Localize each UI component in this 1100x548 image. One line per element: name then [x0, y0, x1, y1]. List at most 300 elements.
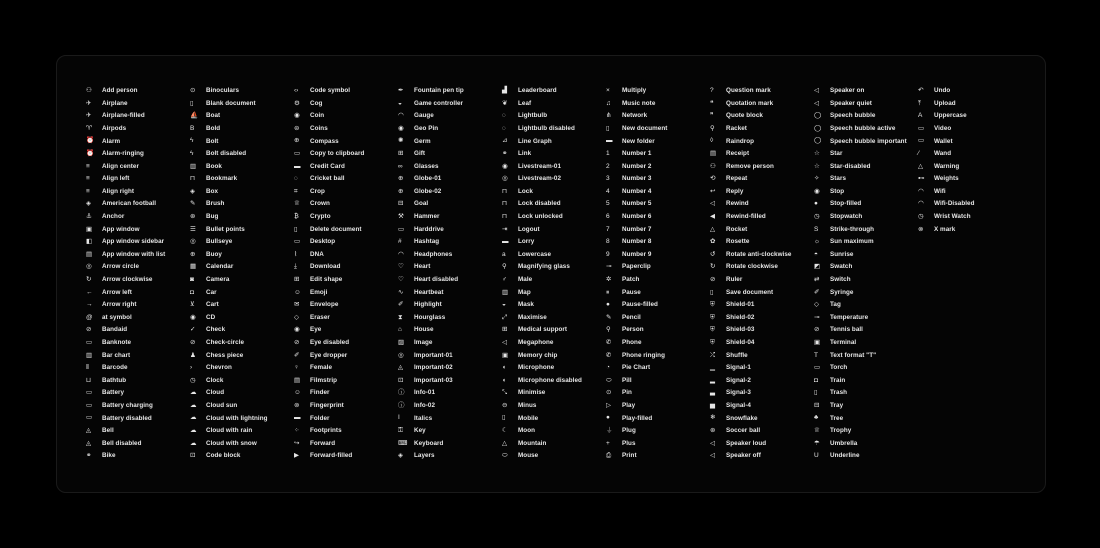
icon-item-bell[interactable]	[86, 425, 190, 438]
icon-item-highlight[interactable]	[398, 299, 502, 312]
icon-item-barcode[interactable]	[86, 362, 190, 375]
icon-item-align-right[interactable]	[86, 186, 190, 199]
icon-item-microphone[interactable]	[502, 362, 606, 375]
icon-label: Bathtub	[102, 376, 127, 384]
icon-item-filmstrip[interactable]	[294, 375, 398, 388]
icon-item-wifi-disabled[interactable]	[918, 198, 1022, 211]
icon-item-delete-document[interactable]	[294, 224, 398, 237]
icon-item-raindrop[interactable]	[710, 135, 814, 148]
icon-item-new-document[interactable]	[606, 123, 710, 136]
icon-item-network[interactable]	[606, 110, 710, 123]
icon-item-bar-chart[interactable]	[86, 349, 190, 362]
icon-item-receipt[interactable]	[710, 148, 814, 161]
icon-item-credit-card[interactable]	[294, 161, 398, 174]
icon-item-bandaid[interactable]	[86, 324, 190, 337]
icon-label: Arrow right	[102, 301, 137, 309]
icon-item-crypto[interactable]	[294, 211, 398, 224]
icon-item-plus[interactable]	[606, 438, 710, 451]
icon-item-boat[interactable]	[190, 110, 294, 123]
icon-item-text-format[interactable]	[814, 349, 918, 362]
icon-item-strike-through[interactable]	[814, 224, 918, 237]
number-3-icon: 3	[606, 175, 610, 183]
icon-label: Layers	[414, 452, 435, 460]
icon-item-signal-2[interactable]	[710, 375, 814, 388]
icon-item-info-02[interactable]	[398, 400, 502, 413]
icon-item-airpods[interactable]	[86, 123, 190, 136]
icon-label: Glasses	[414, 162, 439, 170]
icon-item-hammer[interactable]	[398, 211, 502, 224]
icon-label: Multiply	[622, 87, 647, 95]
icon-item-x-mark[interactable]	[918, 224, 1022, 237]
icon-item-cog[interactable]	[294, 98, 398, 111]
icon-item-buoy[interactable]	[190, 249, 294, 262]
icon-item-cd[interactable]	[190, 312, 294, 325]
icon-item-livestream-01[interactable]	[502, 161, 606, 174]
icon-item-signal-1[interactable]	[710, 362, 814, 375]
icon-item-cloud-rain[interactable]	[190, 425, 294, 438]
icon-item-leaderboard[interactable]	[502, 85, 606, 98]
icon-item-globe-02[interactable]	[398, 186, 502, 199]
icon-item-weights[interactable]	[918, 173, 1022, 186]
icon-item-coins[interactable]	[294, 123, 398, 136]
icon-item-airplane-filled[interactable]	[86, 110, 190, 123]
icon-item-forward-filled[interactable]	[294, 450, 398, 463]
important-03-icon: ⊡	[398, 376, 404, 384]
icon-item-glasses[interactable]	[398, 161, 502, 174]
icon-item-pause-filled[interactable]	[606, 299, 710, 312]
icon-item-play-filled[interactable]	[606, 412, 710, 425]
icon-item-cloud-sun[interactable]	[190, 400, 294, 413]
icon-item-phone-ringing[interactable]	[606, 349, 710, 362]
icon-item-cloud[interactable]	[190, 387, 294, 400]
icon-item-quote-block[interactable]	[710, 110, 814, 123]
icon-item-number-8[interactable]	[606, 236, 710, 249]
icon-item-magnifying-glass[interactable]	[502, 261, 606, 274]
icon-item-link[interactable]	[502, 148, 606, 161]
icon-item-italics[interactable]	[398, 412, 502, 425]
icon-item-signal-3[interactable]	[710, 387, 814, 400]
icon-item-geo-pin[interactable]	[398, 123, 502, 136]
icon-item-envelope[interactable]	[294, 299, 398, 312]
icon-item-eraser[interactable]	[294, 312, 398, 325]
icon-item-heart[interactable]	[398, 261, 502, 274]
icon-item-terminal[interactable]	[814, 337, 918, 350]
icon-item-music-note[interactable]	[606, 98, 710, 111]
icon-label: Save document	[726, 288, 774, 296]
icon-item-code-block[interactable]	[190, 450, 294, 463]
icon-item-game-controller[interactable]	[398, 98, 502, 111]
icon-item-wifi[interactable]	[918, 186, 1022, 199]
icon-item-pill[interactable]	[606, 375, 710, 388]
icon-item-female[interactable]	[294, 362, 398, 375]
icon-item-shield-03[interactable]	[710, 324, 814, 337]
icon-item-bike[interactable]	[86, 450, 190, 463]
icon-item-blank-document[interactable]	[190, 98, 294, 111]
icon-item-bell-disabled[interactable]	[86, 438, 190, 451]
icon-item-video[interactable]	[918, 123, 1022, 136]
icon-item-pause[interactable]	[606, 287, 710, 300]
icon-item-bullseye[interactable]	[190, 236, 294, 249]
icon-item-memory-chip[interactable]	[502, 349, 606, 362]
icon-item-battery-disabled[interactable]	[86, 412, 190, 425]
icon-item-number-9[interactable]	[606, 249, 710, 262]
pill-icon: ⬭	[606, 376, 612, 384]
icon-item-number-1[interactable]	[606, 148, 710, 161]
icon-item-bolt[interactable]	[190, 135, 294, 148]
icon-item-bullet-points[interactable]	[190, 224, 294, 237]
icon-item-compass[interactable]	[294, 135, 398, 148]
icon-item-question-mark[interactable]	[710, 85, 814, 98]
icon-item-hourglass[interactable]	[398, 312, 502, 325]
icon-item-train[interactable]	[814, 375, 918, 388]
icon-item-rocket[interactable]	[710, 224, 814, 237]
icon-item-coin[interactable]	[294, 110, 398, 123]
icon-item-snowflake[interactable]	[710, 412, 814, 425]
icon-item-arrow-circle[interactable]	[86, 261, 190, 274]
icon-item-quotation-mark[interactable]	[710, 98, 814, 111]
icon-item-app-window-sidebar[interactable]	[86, 236, 190, 249]
icon-item-cricket-ball[interactable]	[294, 173, 398, 186]
icon-item-leaf[interactable]	[502, 98, 606, 111]
icon-item-download[interactable]	[294, 261, 398, 274]
icon-item-moon[interactable]	[502, 425, 606, 438]
icon-item-important-03[interactable]	[398, 375, 502, 388]
app-window-list-icon: ▤	[86, 250, 93, 258]
icon-item-footprints[interactable]	[294, 425, 398, 438]
icon-label: Stop-filled	[830, 200, 862, 208]
icon-label: Align right	[102, 187, 135, 195]
icon-item-paperclip[interactable]	[606, 261, 710, 274]
icon-item-speaker-quiet[interactable]	[814, 98, 918, 111]
icon-item-phone[interactable]	[606, 337, 710, 350]
icon-item-speaker-loud[interactable]	[710, 438, 814, 451]
icon-item-edit-shape[interactable]	[294, 274, 398, 287]
icon-item-bookmark[interactable]	[190, 173, 294, 186]
icon-item-syringe[interactable]	[814, 287, 918, 300]
icon-item-lock-unlocked[interactable]	[502, 211, 606, 224]
icon-item-print[interactable]	[606, 450, 710, 463]
icon-item-arrow-clockwise[interactable]	[86, 274, 190, 287]
icon-item-tree[interactable]	[814, 412, 918, 425]
icon-item-tennis-ball[interactable]	[814, 324, 918, 337]
icon-item-battery[interactable]	[86, 387, 190, 400]
icon-item-star[interactable]	[814, 148, 918, 161]
icon-item-tray[interactable]	[814, 400, 918, 413]
icon-item-info-01[interactable]	[398, 387, 502, 400]
signal-1-icon: ▁	[710, 364, 715, 372]
icon-item-binoculars[interactable]	[190, 85, 294, 98]
icon-item-male[interactable]	[502, 274, 606, 287]
icon-item-number-5[interactable]	[606, 198, 710, 211]
icon-item-folder[interactable]	[294, 412, 398, 425]
icon-item-megaphone[interactable]	[502, 337, 606, 350]
icon-item-shield-01[interactable]	[710, 299, 814, 312]
icon-label: Cloud with snow	[206, 439, 257, 447]
icon-item-code-symbol[interactable]	[294, 85, 398, 98]
icon-item-pencil[interactable]	[606, 312, 710, 325]
icon-item-speaker-off[interactable]	[710, 450, 814, 463]
icon-item-mobile[interactable]	[502, 412, 606, 425]
icon-item-gauge[interactable]	[398, 110, 502, 123]
icon-item-speech-bubble-active[interactable]	[814, 123, 918, 136]
icon-label: Cart	[206, 301, 219, 309]
icon-label: Lorry	[518, 238, 535, 246]
icon-item-arrow-left[interactable]	[86, 287, 190, 300]
icon-item-bug[interactable]	[190, 211, 294, 224]
icon-item-stopwatch[interactable]	[814, 211, 918, 224]
icon-item-uppercase[interactable]	[918, 110, 1022, 123]
icon-item-umbrella[interactable]	[814, 438, 918, 451]
icon-item-keyboard[interactable]	[398, 438, 502, 451]
icon-label: Tag	[830, 301, 841, 309]
icon-item-pie-chart[interactable]	[606, 362, 710, 375]
icon-item-soccer-ball[interactable]	[710, 425, 814, 438]
icon-item-line-graph[interactable]	[502, 135, 606, 148]
forward-icon: ↪	[294, 439, 300, 447]
icon-item-medical-support[interactable]	[502, 324, 606, 337]
icon-item-hashtag[interactable]	[398, 236, 502, 249]
icon-item-alarm-ringing[interactable]	[86, 148, 190, 161]
icon-item-book[interactable]	[190, 161, 294, 174]
icon-item-speech-bubble-important[interactable]	[814, 135, 918, 148]
icon-item-speech-bubble[interactable]	[814, 110, 918, 123]
icon-item-wrist-watch[interactable]	[918, 211, 1022, 224]
icon-item-key[interactable]	[398, 425, 502, 438]
icon-item-fingerprint[interactable]	[294, 400, 398, 413]
icon-item-camera[interactable]	[190, 274, 294, 287]
hourglass-icon: ⧗	[398, 313, 403, 321]
icon-item-stop-filled[interactable]	[814, 198, 918, 211]
icon-item-clock[interactable]	[190, 375, 294, 388]
icon-item-speaker-on[interactable]	[814, 85, 918, 98]
rewind-icon: ◁	[710, 200, 715, 208]
icon-item-finder[interactable]	[294, 387, 398, 400]
icon-item-logout[interactable]	[502, 224, 606, 237]
icon-item-trash[interactable]	[814, 387, 918, 400]
icon-label: Chevron	[206, 364, 232, 372]
icon-item-layers[interactable]	[398, 450, 502, 463]
icon-item-repeat[interactable]	[710, 173, 814, 186]
icon-label: Important-02	[414, 364, 453, 372]
icon-label: House	[414, 326, 434, 334]
icon-item-rewind-filled[interactable]	[710, 211, 814, 224]
icon-item-wand[interactable]	[918, 148, 1022, 161]
icon-item-maximise[interactable]	[502, 312, 606, 325]
icon-item-plug[interactable]	[606, 425, 710, 438]
icon-item-eye[interactable]	[294, 324, 398, 337]
icon-item-heartbeat[interactable]	[398, 287, 502, 300]
icon-label: Footprints	[310, 427, 342, 435]
icon-item-bold[interactable]	[190, 123, 294, 136]
icon-item-airplane[interactable]	[86, 98, 190, 111]
icon-item-temperature[interactable]	[814, 312, 918, 325]
icon-item-tag[interactable]	[814, 299, 918, 312]
icon-item-chess-piece[interactable]	[190, 349, 294, 362]
icon-item-number-6[interactable]	[606, 211, 710, 224]
icon-label: Wrist Watch	[934, 213, 971, 221]
icon-item-lightbulb[interactable]	[502, 110, 606, 123]
icon-item-align-center[interactable]	[86, 161, 190, 174]
icon-item-crop[interactable]	[294, 186, 398, 199]
icon-item-racket[interactable]	[710, 123, 814, 136]
icon-item-globe-01[interactable]	[398, 173, 502, 186]
icon-item-number-7[interactable]	[606, 224, 710, 237]
icon-item-germ[interactable]	[398, 135, 502, 148]
icon-item-patch[interactable]	[606, 274, 710, 287]
icon-item-lock-disabled[interactable]	[502, 198, 606, 211]
icon-item-alarm[interactable]	[86, 135, 190, 148]
icon-item-warning[interactable]	[918, 161, 1022, 174]
icon-label: American football	[102, 200, 157, 208]
icon-item-align-left[interactable]	[86, 173, 190, 186]
icon-item-switch[interactable]	[814, 274, 918, 287]
icon-item-rotate-anticlockwise[interactable]	[710, 249, 814, 262]
icon-item-pin[interactable]	[606, 387, 710, 400]
icon-item-torch[interactable]	[814, 362, 918, 375]
icon-item-calendar[interactable]	[190, 261, 294, 274]
icon-item-sunrise[interactable]	[814, 249, 918, 262]
icon-item-lowercase[interactable]	[502, 249, 606, 262]
icon-item-crown[interactable]	[294, 198, 398, 211]
icon-item-headphones[interactable]	[398, 249, 502, 262]
icon-item-save-document[interactable]	[710, 287, 814, 300]
icon-item-eye-dropper[interactable]	[294, 349, 398, 362]
icon-item-bathtub[interactable]	[86, 375, 190, 388]
icon-item-goal[interactable]	[398, 198, 502, 211]
icon-item-box[interactable]	[190, 186, 294, 199]
icon-item-number-4[interactable]	[606, 186, 710, 199]
icon-label: Edit shape	[310, 276, 343, 284]
icon-item-stars[interactable]	[814, 173, 918, 186]
icon-item-livestream-02[interactable]	[502, 173, 606, 186]
icon-item-mountain[interactable]	[502, 438, 606, 451]
align-center-icon: ≡	[86, 162, 90, 170]
icon-item-rosette[interactable]	[710, 236, 814, 249]
icon-item-check-circle[interactable]	[190, 337, 294, 350]
icon-item-play[interactable]	[606, 400, 710, 413]
icon-label: Pin	[622, 389, 632, 397]
icon-item-dna[interactable]	[294, 249, 398, 262]
icon-label: Print	[622, 452, 637, 460]
icon-item-stop[interactable]	[814, 186, 918, 199]
icon-item-lorry[interactable]	[502, 236, 606, 249]
cloud-lightning-icon: ☁	[190, 414, 197, 422]
icon-item-number-2[interactable]	[606, 161, 710, 174]
icon-item-arrow-right[interactable]	[86, 299, 190, 312]
icon-item-emoji[interactable]	[294, 287, 398, 300]
icon-item-chevron[interactable]	[190, 362, 294, 375]
icon-item-undo[interactable]	[918, 85, 1022, 98]
icon-label: Rocket	[726, 225, 748, 233]
icon-item-house[interactable]	[398, 324, 502, 337]
icon-label: Number 4	[622, 187, 652, 195]
icon-item-rotate-clockwise[interactable]	[710, 261, 814, 274]
icon-item-swatch[interactable]	[814, 261, 918, 274]
icon-label: Download	[310, 263, 341, 271]
icon-item-minus[interactable]	[502, 400, 606, 413]
icon-item-banknote[interactable]	[86, 337, 190, 350]
icon-item-brush[interactable]	[190, 198, 294, 211]
icon-item-important-02[interactable]	[398, 362, 502, 375]
icon-item-reply[interactable]	[710, 186, 814, 199]
icon-item-american-football[interactable]	[86, 198, 190, 211]
icon-item-battery-charging[interactable]	[86, 400, 190, 413]
cog-icon: ⚙	[294, 99, 300, 107]
icon-item-upload[interactable]	[918, 98, 1022, 111]
icon-item-heart-disabled[interactable]	[398, 274, 502, 287]
icon-item-cloud-lightning[interactable]	[190, 412, 294, 425]
icon-item-ruler[interactable]	[710, 274, 814, 287]
icon-item-clipboard[interactable]	[294, 148, 398, 161]
icon-item-cart[interactable]	[190, 299, 294, 312]
icon-item-remove-person[interactable]	[710, 161, 814, 174]
icon-item-shield-04[interactable]	[710, 337, 814, 350]
icon-item-anchor[interactable]	[86, 211, 190, 224]
icon-item-underline[interactable]	[814, 450, 918, 463]
icon-item-check[interactable]	[190, 324, 294, 337]
mobile-icon: ▯	[502, 414, 506, 422]
icon-item-mask[interactable]	[502, 299, 606, 312]
icon-item-star-disabled[interactable]	[814, 161, 918, 174]
coins-icon: ⊜	[294, 124, 300, 132]
icon-item-person-plus[interactable]	[86, 85, 190, 98]
icon-item-mouse[interactable]	[502, 450, 606, 463]
icon-item-cloud-snow[interactable]	[190, 438, 294, 451]
icon-item-trophy[interactable]	[814, 425, 918, 438]
icon-item-at-symbol[interactable]	[86, 312, 190, 325]
icon-label: Bullet points	[206, 225, 245, 233]
icon-item-map[interactable]	[502, 287, 606, 300]
icon-item-microphone-disabled[interactable]	[502, 375, 606, 388]
wifi-icon: ◠	[918, 187, 924, 195]
icon-item-person[interactable]	[606, 324, 710, 337]
icon-item-eye-disabled[interactable]	[294, 337, 398, 350]
icon-item-harddrive[interactable]	[398, 224, 502, 237]
battery-icon: ▭	[86, 389, 93, 397]
crown-icon: ♕	[294, 200, 300, 208]
icon-item-rewind[interactable]	[710, 198, 814, 211]
icon-item-number-3[interactable]	[606, 173, 710, 186]
phone-icon: ✆	[606, 338, 612, 346]
icon-item-lightbulb-disabled[interactable]	[502, 123, 606, 136]
icon-item-forward[interactable]	[294, 438, 398, 451]
icon-item-wallet[interactable]	[918, 135, 1022, 148]
icon-item-desktop[interactable]	[294, 236, 398, 249]
icon-item-bolt-disabled[interactable]	[190, 148, 294, 161]
lock-unlocked-icon: ⊓	[502, 212, 508, 220]
icon-item-gift[interactable]	[398, 148, 502, 161]
icon-item-shuffle[interactable]	[710, 349, 814, 362]
icon-item-lock[interactable]	[502, 186, 606, 199]
icon-item-important-01[interactable]	[398, 349, 502, 362]
icon-item-new-folder[interactable]	[606, 135, 710, 148]
icon-item-car[interactable]	[190, 287, 294, 300]
icon-item-image[interactable]	[398, 337, 502, 350]
alarm-ringing-icon: ⏰	[86, 150, 95, 158]
icon-label: Finder	[310, 389, 330, 397]
icon-item-sun-maximum[interactable]	[814, 236, 918, 249]
icon-item-app-window-list[interactable]	[86, 249, 190, 262]
box-icon: ◈	[190, 187, 195, 195]
icon-label: Anchor	[102, 213, 125, 221]
icon-item-fountain-pen[interactable]	[398, 85, 502, 98]
icon-item-minimise[interactable]	[502, 387, 606, 400]
icon-item-shield-02[interactable]	[710, 312, 814, 325]
icon-item-signal-4[interactable]	[710, 400, 814, 413]
icon-item-multiply[interactable]	[606, 85, 710, 98]
icon-item-app-window[interactable]	[86, 224, 190, 237]
icon-label: Lightbulb	[518, 112, 548, 120]
